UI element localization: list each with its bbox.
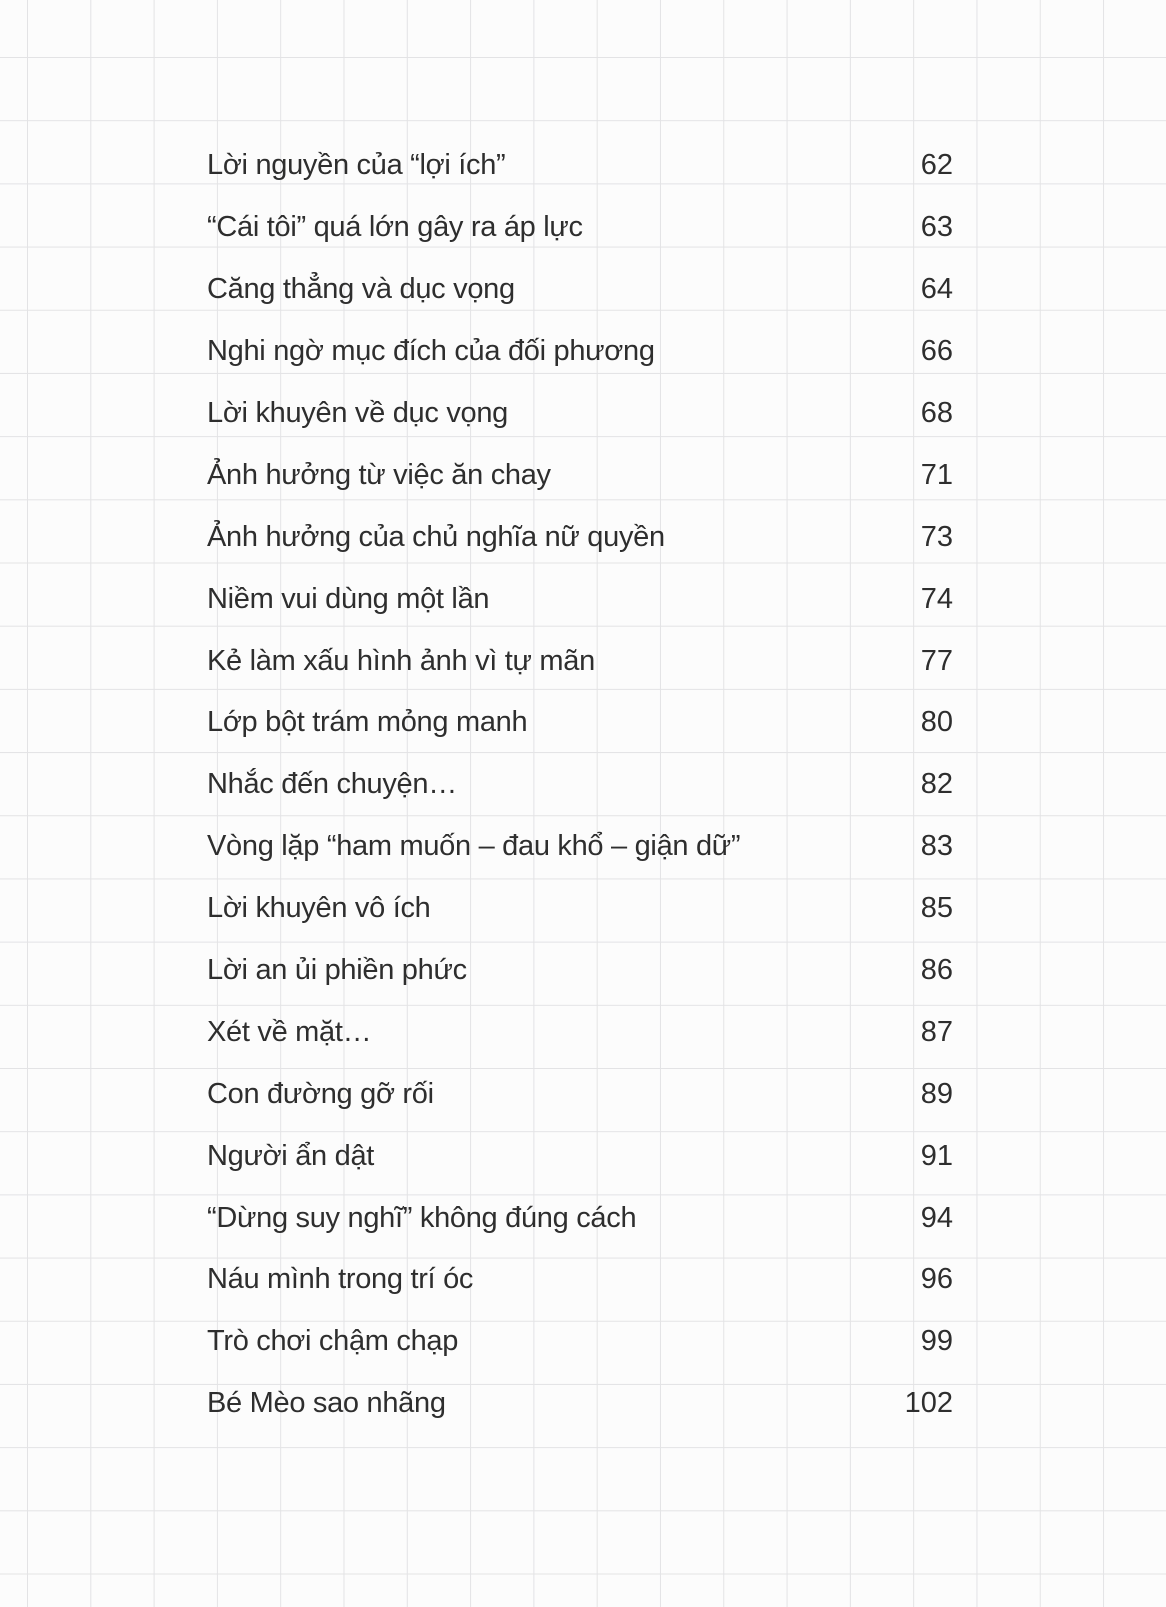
- toc-entry-page-number: 64: [920, 273, 953, 306]
- toc-entry-title: Lời an ủi phiền phức: [207, 954, 467, 987]
- toc-entry-title: Con đường gỡ rối: [207, 1077, 434, 1110]
- toc-entry-title: Người ẩn dật: [207, 1139, 375, 1172]
- toc-entry[interactable]: [207, 1249, 953, 1311]
- toc-entry-title: Lời khuyên về dục vọng: [207, 397, 509, 429]
- toc-entry-page-number: 99: [920, 1325, 953, 1358]
- toc-entry-page-number: 86: [920, 954, 953, 987]
- toc-entry[interactable]: [207, 1311, 953, 1373]
- toc-entry[interactable]: [207, 506, 953, 568]
- toc-entry[interactable]: [207, 444, 953, 506]
- table-of-contents: [207, 135, 953, 1435]
- toc-entry-page-number: 62: [920, 149, 953, 182]
- toc-entry[interactable]: [207, 568, 953, 630]
- toc-entry-title: Bé Mèo sao nhãng: [207, 1387, 446, 1420]
- toc-entry-page-number: 68: [920, 397, 953, 429]
- toc-entry-title: Căng thẳng và dục vọng: [207, 273, 515, 306]
- toc-entry-page-number: 96: [920, 1263, 953, 1296]
- toc-entry-page-number: 91: [920, 1139, 953, 1172]
- toc-entry[interactable]: [207, 1001, 953, 1063]
- toc-entry-title: Ảnh hưởng từ việc ăn chay: [207, 458, 551, 491]
- toc-entry-page-number: 94: [920, 1201, 953, 1234]
- toc-entry[interactable]: [207, 259, 953, 321]
- toc-entry-title: Xét về mặt…: [207, 1015, 372, 1048]
- toc-entry[interactable]: [207, 1125, 953, 1187]
- toc-entry-title: Vòng lặp “ham muốn – đau khổ – giận dữ”: [207, 830, 741, 863]
- toc-entry[interactable]: [207, 692, 953, 754]
- toc-entry-title: Nghi ngờ mục đích của đối phương: [207, 335, 655, 368]
- toc-entry-title: “Cái tôi” quá lớn gây ra áp lực: [207, 211, 583, 244]
- toc-entry-page-number: 73: [920, 520, 953, 553]
- toc-entry-title: Lời nguyền của “lợi ích”: [207, 149, 506, 182]
- toc-entry[interactable]: [207, 754, 953, 816]
- toc-entry[interactable]: [207, 816, 953, 878]
- toc-entry-title: Kẻ làm xấu hình ảnh vì tự mãn: [207, 644, 595, 677]
- toc-entry-title: Trò chơi chậm chạp: [207, 1325, 459, 1358]
- toc-entry[interactable]: [207, 878, 953, 940]
- toc-entry-title: Lời khuyên vô ích: [207, 892, 431, 925]
- toc-entry[interactable]: [207, 197, 953, 259]
- toc-entry-title: Niềm vui dùng một lần: [207, 582, 490, 615]
- toc-entry[interactable]: [207, 630, 953, 692]
- toc-entry[interactable]: [207, 321, 953, 383]
- toc-entry-page-number: 77: [920, 644, 953, 677]
- toc-entry-page-number: 63: [920, 211, 953, 244]
- toc-entry-page-number: 87: [920, 1015, 953, 1048]
- toc-entry-page-number: 89: [920, 1077, 953, 1110]
- toc-entry[interactable]: [207, 383, 953, 445]
- toc-entry-title: Lớp bột trám mỏng manh: [207, 706, 528, 739]
- toc-entry[interactable]: [207, 940, 953, 1002]
- toc-entry[interactable]: [207, 1373, 953, 1435]
- toc-entry[interactable]: [207, 135, 953, 197]
- toc-entry-page-number: 66: [920, 335, 953, 368]
- toc-entry[interactable]: [207, 1063, 953, 1125]
- toc-entry-page-number: 102: [904, 1387, 953, 1420]
- toc-entry-title: “Dừng suy nghĩ” không đúng cách: [207, 1201, 637, 1234]
- toc-entry-title: Ảnh hưởng của chủ nghĩa nữ quyền: [207, 520, 665, 553]
- toc-entry[interactable]: [207, 1187, 953, 1249]
- toc-entry-page-number: 83: [920, 830, 953, 863]
- toc-entry-page-number: 85: [920, 892, 953, 925]
- toc-entry-page-number: 71: [920, 458, 953, 491]
- toc-entry-title: Náu mình trong trí óc: [207, 1263, 474, 1296]
- toc-entry-page-number: 74: [920, 582, 953, 615]
- toc-entry-page-number: 82: [920, 768, 953, 801]
- toc-entry-title: Nhắc đến chuyện…: [207, 768, 457, 801]
- toc-entry-page-number: 80: [920, 706, 953, 739]
